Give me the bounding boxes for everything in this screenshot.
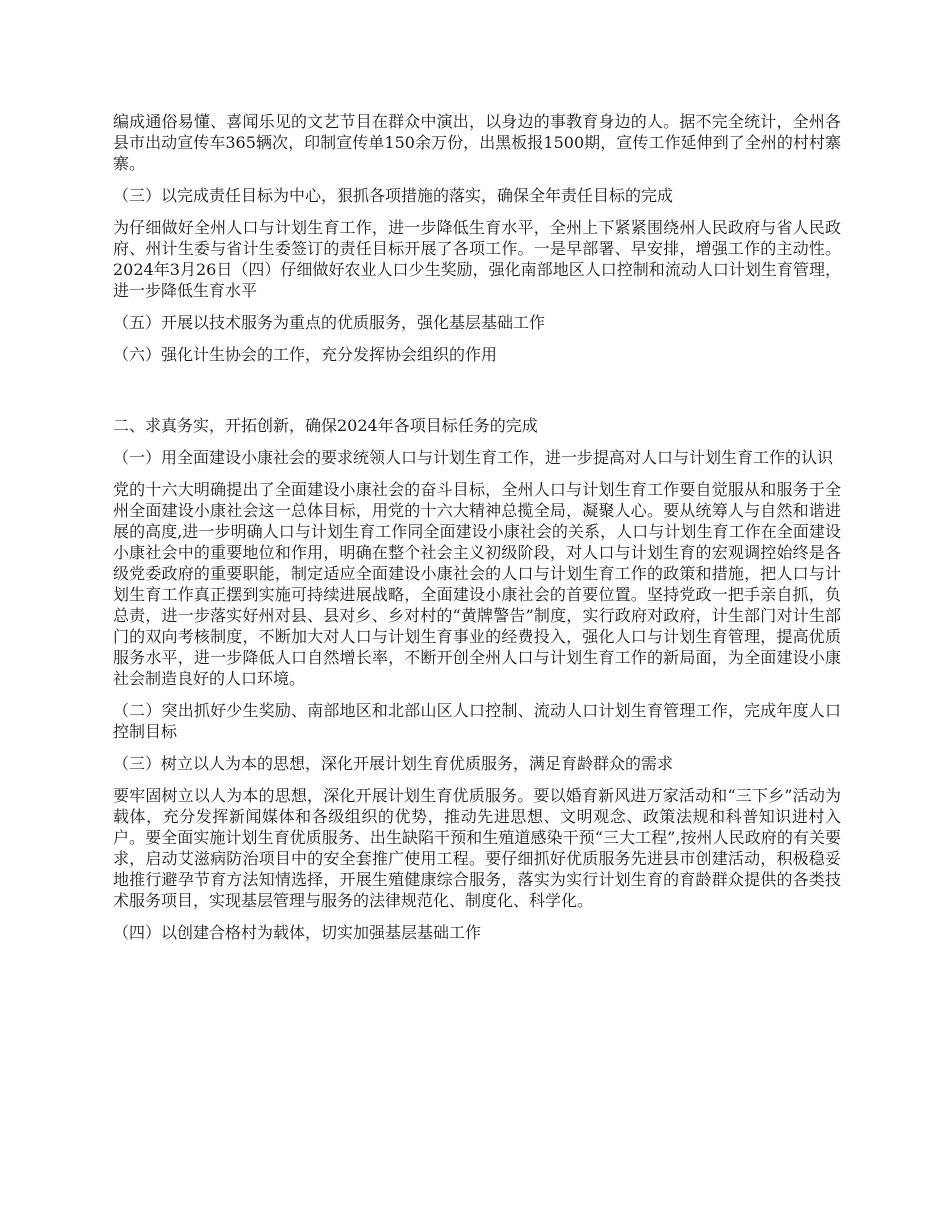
heading-section-5: （五）开展以技术服务为重点的优质服务，强化基层基础工作 (113, 313, 546, 332)
heading-section-3: （三）以完成责任目标为中心，狠抓各项措施的落实，确保全年责任目标的完成 (113, 186, 674, 205)
document-page (113, 111, 841, 954)
heading-subsection-1: （一）用全面建设小康社会的要求统领人口与计划生育工作，进一步提高对人口与计划生育工作的认识 (113, 448, 834, 467)
heading-subsection-3: （三）树立以人为本的思想，深化开展计划生育优质服务，满足育龄群众的需求 (113, 754, 674, 773)
paragraph-responsibility-goals: 为仔细做好全州人口与计划生育工作，进一步降低生育水平，全州上下紧紧围绕州人民政府与省人民政府、州计生委与省计生委签订的责任目标开展了各项工作。一是早部署、早安排，增强工作的主动性。2024年3月26日（四）仔细做好农业人口少生奖励，强化南部地区人口控制和流动人口计划生育管理，进一步降低生育水平 (113, 218, 841, 300)
heading-subsection-4: （四）以创建合格村为载体，切实加强基层基础工作 (113, 923, 482, 942)
heading-section-6: （六）强化计生协会的工作，充分发挥协会组织的作用 (113, 345, 498, 364)
paragraph-xiaokang-society: 党的十六大明确提出了全面建设小康社会的奋斗目标，全州人口与计划生育工作要自觉服从和服务于全州全面建设小康社会这一总体目标，用党的十六大精神总揽全局，凝聚人心。要从统筹人与自然和谐进展的高度,进一步明确人口与计划生育工作同全面建设小康社会的关系，人口与计划生育工作在全面建设小康社会中的重要地位和作用，明确在整个社会主义初级阶段，对人口与计划生育的宏观调控始终是各级党委政府的重要职能，制定适应全面建设小康社会的人口与计划生育工作的政策和措施，把人口与计划生育工作真正摆到实施可持续进展战略，全面建设小康社会的首要位置。坚持党政一把手亲自抓，负总责，进一步落实好州对县、县对乡、乡对村的“黄牌警告”制度，实行政府对政府，计生部门对计生部门的双向考核制度，不断加大对人口与计划生育事业的经费投入，强化人口与计划生育管理，提高优质服务水平，进一步降低人口自然增长率，不断开创全州人口与计划生育工作的新局面，为全面建设小康社会制造良好的人口环境。 (113, 480, 841, 688)
paragraph-intro-continuation: 编成通俗易懂、喜闻乐见的文艺节目在群众中演出，以身边的事教育身边的人。据不完全统计，全州各县市出动宣传车365辆次，印制宣传单150余万份，出黑板报1500期，宣传工作延伸到了全州的村村寨寨。 (113, 112, 841, 173)
paragraph-quality-service: 要牢固树立以人为本的思想，深化开展计划生育优质服务。要以婚育新风进万家活动和“三下乡”活动为载体，充分发挥新闻媒体和各级组织的优势，推动先进思想、文明观念、政策法规和科普知识进村入户。要全面实施计划生育优质服务、出生缺陷干预和生殖道感染干预“三大工程”,按州人民政府的有关要求，启动艾滋病防治项目中的安全套推广使用工程。要仔细抓好优质服务先进县市创建活动，积极稳妥地推行避孕节育方法知情选择，开展生殖健康综合服务，落实为实行计划生育的育龄群众提供的各类技术服务项目，实现基层管理与服务的法律规范化、制度化、科学化。 (113, 786, 841, 910)
heading-subsection-2: （二）突出抓好少生奖励、南部地区和北部山区人口控制、流动人口计划生育管理工作，完成年度人口控制目标 (113, 701, 841, 741)
heading-part-2: 二、求真务实，开拓创新，确保2024年各项目标任务的完成 (113, 416, 538, 435)
